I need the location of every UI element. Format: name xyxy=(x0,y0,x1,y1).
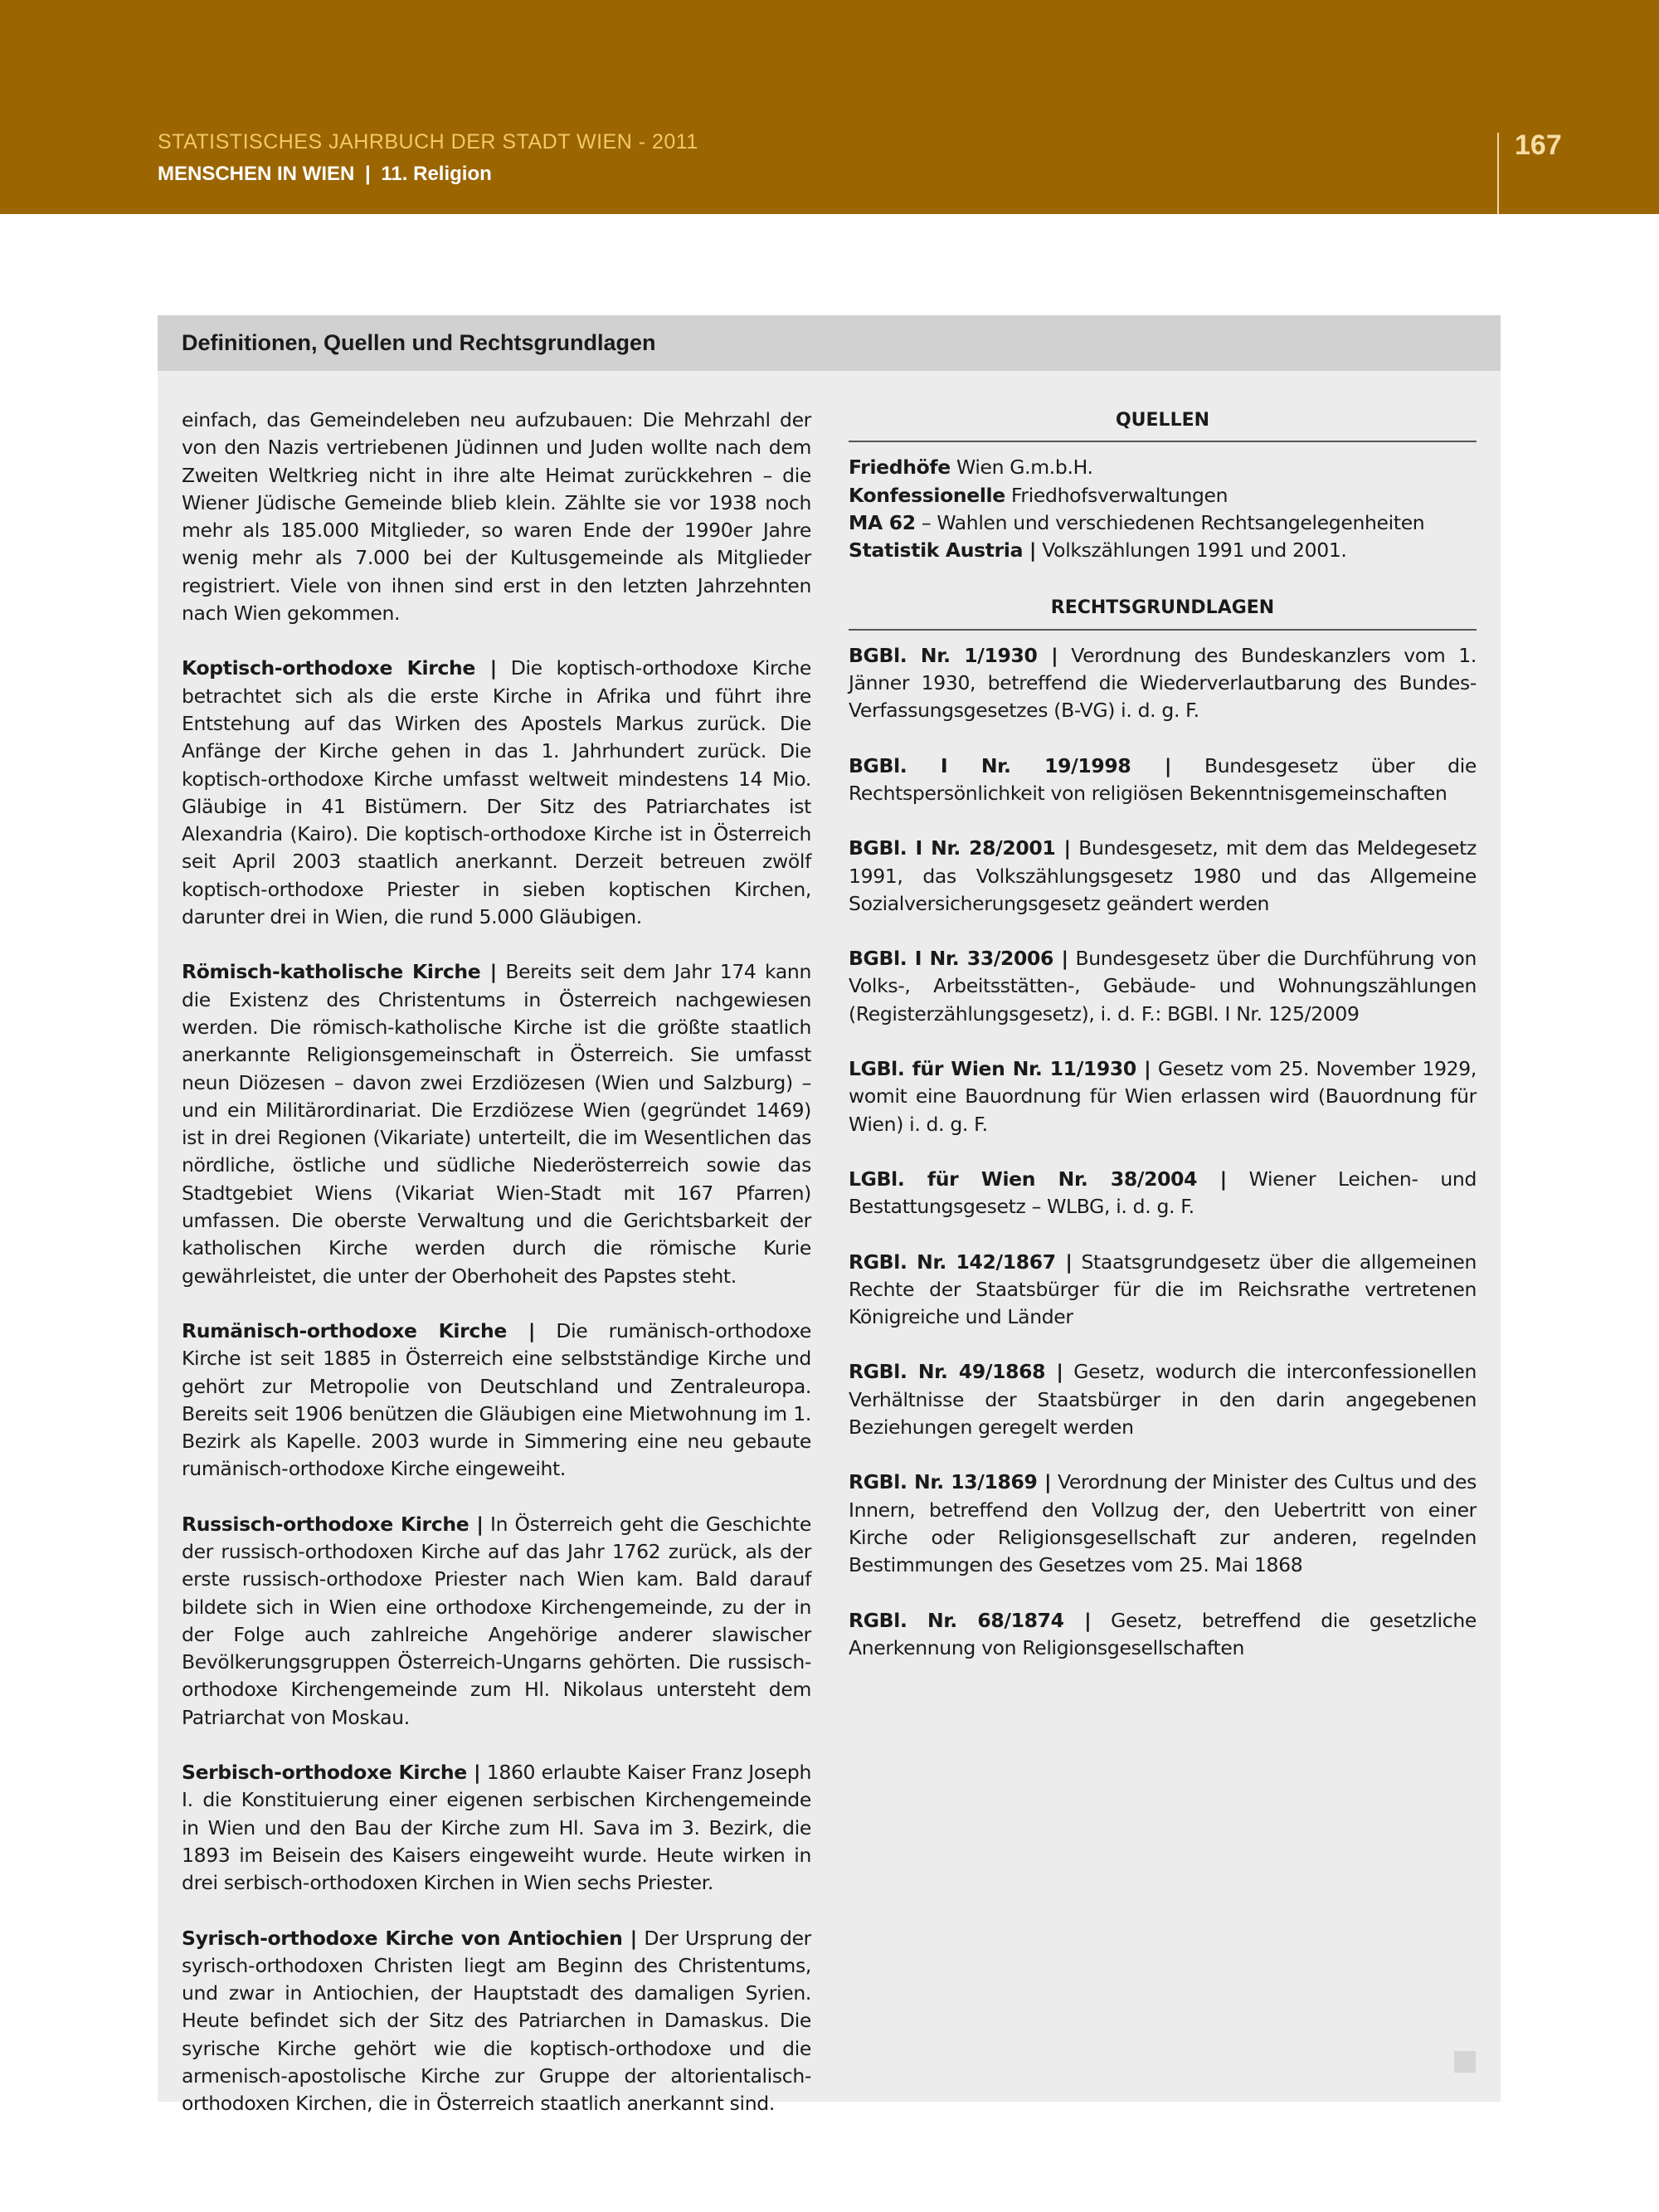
legal-basis-text: Gesetz, wodurch die interconfessionellen Verhältnisse der Staatsbürger in den darin angegebenen Beziehungen geregelt werden xyxy=(849,1360,1477,1440)
legal-basis-item xyxy=(849,1055,1477,1138)
page-number: 167 xyxy=(1515,129,1562,161)
paragraph-text: einfach, das Gemeindeleben neu aufzubauen: Die Mehrzahl der von den Nazis vertriebenen Jüdinnen und Juden wollte nach dem Zweiten Weltkrieg nicht in ihre alte Heimat zurückkehren – die Wiener Jüdische Gemeinde blieb klein. Zählte sie vor 1938 noch mehr als 185.000 Mitglieder, so waren Ende der 1990er Jahre wenig mehr als 7.000 bei der Kultusgemeinde als Mitglieder registriert. Viele von ihnen sind erst in den letzten Jahrzehnten nach Wien gekommen. xyxy=(182,408,811,626)
legal-basis-item xyxy=(849,1249,1477,1332)
paragraph-text: Die koptisch-orthodoxe Kirche betrachtet sich als die erste Kirche in Afrika und führt ihre Entstehung auf das Wirken des Apostels Markus zurück. Die Anfänge der Kirche gehen in das 1. Jahrhundert zurück. Die koptisch-orthodoxe Kirche umfasst weltweit mindestens 14 Mio. Gläubige in 41 Bistümern. Der Sitz des Patriarchates ist Alexandria (Kairo). Die koptisch-orthodoxe Kirche ist in Österreich seit April 2003 staatlich anerkannt. Derzeit betreuen zwölf koptisch-orthodoxe Priester in sieben koptischen Kirchen, darunter drei in Wien, die rund 5.000 Gläubigen. xyxy=(182,656,811,929)
legal-basis-term: BGBl. Nr. 1/1930 | xyxy=(849,643,1058,667)
paragraph-jewish-community xyxy=(182,407,811,627)
paragraph-text: 1860 erlaubte Kaiser Franz Joseph I. die Konstituierung einer eigenen serbischen Kirchengemeinde in Wien und den Bau der Kirche zum Hl. Sava im 3. Bezirk, die 1893 im Beisein des Kaisers eingeweiht wurde. Heute wirken in drei serbisch-orthodoxen Kirchen in Wien sechs Priester. xyxy=(182,1761,811,1895)
publication-title: STATISTISCHES JAHRBUCH DER STADT WIEN - 2011 xyxy=(158,130,698,153)
legal-basis-text: Staatsgrundgesetz über die allgemeinen Rechte der Staatsbürger für die im Reichsrathe vertretenen Königreiche und Länder xyxy=(849,1250,1477,1329)
paragraph-term: Rumänisch-orthodoxe Kirche | xyxy=(182,1318,536,1342)
legal-basis-term: RGBl. Nr. 142/1867 | xyxy=(849,1250,1073,1274)
paragraph-term: Römisch-katholische Kirche | xyxy=(182,960,497,984)
legal-basis-text: Verordnung des Bundeskanzlers vom 1. Jänner 1930, betreffend die Wiederverlautbarung des Bundes-Verfassungsgesetzes (B-VG) i. d. g. F. xyxy=(849,643,1477,723)
paragraph-term: Syrisch-orthodoxe Kirche von Antiochien | xyxy=(182,1926,637,1950)
legal-basis-text: Bundesgesetz, mit dem das Meldegesetz 1991, das Volkszählungsgesetz 1980 und das Allgemeine Sozialversicherungsgesetz geändert werden xyxy=(849,836,1477,915)
paragraph-syrian-orthodox xyxy=(182,1925,811,2118)
legal-basis-term: BGBl. I Nr. 33/2006 | xyxy=(849,947,1068,971)
source-text: Friedhofsverwaltungen xyxy=(1010,483,1228,507)
source-text: Wien G.m.b.H. xyxy=(956,456,1093,480)
legal-basis-text: Wiener Leichen- und Bestattungsgesetz – WLBG, i. d. g. F. xyxy=(849,1167,1477,1219)
legal-basis-item xyxy=(849,1607,1477,1663)
sources-heading: QUELLEN xyxy=(849,407,1477,442)
source-term: Statistik Austria | xyxy=(849,538,1037,563)
sources-list xyxy=(849,454,1477,564)
panel-header xyxy=(158,315,1501,371)
legal-basis-term: RGBl. Nr. 13/1869 | xyxy=(849,1470,1052,1494)
legal-basis-item xyxy=(849,1469,1477,1579)
legal-basis-text: Bundesgesetz über die Rechtspersönlichkeit von religiösen Bekenntnisgemeinschaften xyxy=(849,753,1477,805)
source-item xyxy=(849,509,1477,537)
paragraph-coptic-orthodox xyxy=(182,655,811,931)
source-term: Friedhöfe xyxy=(849,456,951,480)
definitions-panel xyxy=(158,315,1501,2116)
source-text: – Wahlen und verschiedenen Rechtsangelegenheiten xyxy=(921,510,1425,534)
paragraph-text: Der Ursprung der syrisch-orthodoxen Christen liegt am Beginn des Christentums, und zwar in Antiochien, der Hauptstadt des damaligen Syrien. Heute befindet sich der Sitz des Patriarchen in Damaskus. Die syrische Kirche gehört wie die koptisch-orthodoxe und die armenisch-apostolische Kirche zur Gruppe der altorientalisch-orthodoxen Kirchen, die in Österreich staatlich anerkannt sind. xyxy=(182,1926,811,2116)
paragraph-term: Serbisch-orthodoxe Kirche | xyxy=(182,1761,481,1785)
legal-basis-term: RGBl. Nr. 49/1868 | xyxy=(849,1360,1063,1384)
paragraph-russian-orthodox xyxy=(182,1511,811,1732)
paragraph-romanian-orthodox xyxy=(182,1318,811,1484)
paragraph-roman-catholic xyxy=(182,958,811,1290)
legal-basis-text: Verordnung der Minister des Cultus und des Innern, betreffend den Vollzug der, den Uebertritt von einer Kirche oder Religionsgesellschaft zur anderen, regelnden Bestimmungen des Gesetzes vom 25. Mai 1868 xyxy=(849,1470,1477,1577)
source-term: Konfessionelle xyxy=(849,483,1005,507)
legal-basis-item xyxy=(849,642,1477,725)
legal-basis-item xyxy=(849,753,1477,808)
paragraph-term: Koptisch-orthodoxe Kirche | xyxy=(182,656,497,680)
paragraph-serbian-orthodox xyxy=(182,1759,811,1897)
section-name: 11. Religion xyxy=(381,163,492,185)
chapter-name: MENSCHEN IN WIEN xyxy=(158,163,355,185)
legal-basis-item xyxy=(849,1358,1477,1441)
source-term: MA 62 xyxy=(849,510,916,534)
legal-basis-text: Bundesgesetz über die Durchführung von Volks-, Arbeitsstätten-, Gebäude- und Wohnungszählungen (Registerzählungsgesetz), i. d. F.: BGBl. I Nr. 125/2009 xyxy=(849,947,1477,1026)
chapter-breadcrumb xyxy=(158,163,492,186)
legal-basis-term: BGBl. I Nr. 28/2001 | xyxy=(849,836,1071,860)
paragraph-text: Die rumänisch-orthodoxe Kirche ist seit 1885 in Österreich eine selbstständige Kirche und gehört zur Metropolie von Deutschland und Zentraleuropa. Bereits seit 1906 benützen die Gläubigen eine Mietwohnung im 1. Bezirk als Kapelle. 2003 wurde in Simmering eine neu gebaute rumänisch-orthodoxe Kirche eingeweiht. xyxy=(182,1318,811,1481)
legal-bases-heading: RECHTSGRUNDLAGEN xyxy=(849,594,1477,630)
paragraph-text: In Österreich geht die Geschichte der russisch-orthodoxen Kirche auf das Jahr 1762 zurück, als der erste russisch-orthodoxe Priester nach Wien kam. Bald darauf bildete sich in Wien eine orthodoxe Kirchengemeinde, zu der in der Folge auch zahlreiche Angehörige anderer slawischer Bevölkerungsgruppen Österreich-Ungarns gehörten. Die russisch-orthodoxe Kirchengemeinde zum Hl. Nikolaus untersteht dem Patriarchat von Moskau. xyxy=(182,1512,811,1729)
end-marker xyxy=(1454,2051,1476,2073)
source-item xyxy=(849,454,1477,481)
source-text: Volkszählungen 1991 und 2001. xyxy=(1042,538,1347,563)
paragraph-text: Bereits seit dem Jahr 174 kann die Existenz des Christentums in Österreich nachgewiesen werden. Die römisch-katholische Kirche ist die größte staatlich anerkannte Religionsgemeinschaft in Österreich. Sie umfasst neun Diözesen – davon zwei Erzdiözesen (Wien und Salzburg) – und ein Militärordinariat. Die Erzdiözese Wien (gegründet 1469) ist in drei Regionen (Vikariate) unterteilt, die im Wesentlichen das nördliche, östliche und südliche Niederösterreich sowie das Stadtgebiet Wiens (Vikariat Wien-Stadt mit 167 Pfarren) umfassen. Die oberste Verwaltung und die Gerichtsbarkeit der katholischen Kirche werden durch die römische Kurie gewährleistet, die unter der Oberhoheit des Papstes steht. xyxy=(182,960,812,1288)
breadcrumb-separator: | xyxy=(365,163,371,185)
right-column xyxy=(849,407,1477,1689)
legal-basis-text: Gesetz, betreffend die gesetzliche Anerkennung von Religionsgesellschaften xyxy=(849,1608,1477,1659)
panel-title: Definitionen, Quellen und Rechtsgrundlagen xyxy=(182,330,656,355)
legal-basis-item xyxy=(849,835,1477,918)
legal-basis-term: LGBl. für Wien Nr. 38/2004 | xyxy=(849,1167,1227,1191)
left-column xyxy=(182,407,811,2146)
paragraph-term: Russisch-orthodoxe Kirche | xyxy=(182,1512,484,1536)
legal-basis-term: RGBl. Nr. 68/1874 | xyxy=(849,1608,1092,1632)
source-item xyxy=(849,537,1477,564)
legal-basis-term: BGBl. I Nr. 19/1998 | xyxy=(849,753,1172,777)
legal-basis-item xyxy=(849,1166,1477,1221)
header-divider xyxy=(1497,133,1499,214)
legal-bases-list xyxy=(849,642,1477,1662)
legal-basis-text: Gesetz vom 25. November 1929, womit eine Bauordnung für Wien erlassen wird (Bauordnung für Wien) i. d. g. F. xyxy=(849,1057,1477,1136)
legal-basis-item xyxy=(849,945,1477,1028)
source-item xyxy=(849,482,1477,509)
legal-basis-term: LGBl. für Wien Nr. 11/1930 | xyxy=(849,1057,1151,1081)
